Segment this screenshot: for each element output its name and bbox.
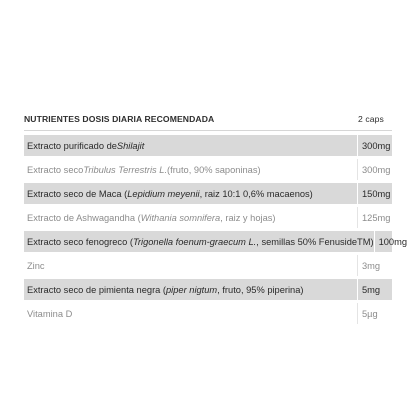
table-row bbox=[24, 303, 392, 324]
nutrient-dose: 3mg bbox=[362, 260, 381, 271]
table-row bbox=[24, 207, 392, 228]
dose-column-header: 2 caps bbox=[358, 114, 384, 124]
table-row bbox=[24, 135, 392, 156]
nutrient-dose: 300mg bbox=[362, 164, 391, 175]
nutrient-name: Zinc bbox=[24, 255, 358, 276]
nutrient-name: Extracto seco fenogreco ( Trigonella foenum-graecum L. , semillas 50% FenusideTM) bbox=[24, 231, 375, 252]
table-row bbox=[24, 159, 392, 180]
nutrient-dose: 300mg bbox=[362, 140, 391, 151]
nutrient-name: Extracto de Ashwagandha ( Withania somnifera , raiz y hojas) bbox=[24, 207, 358, 228]
table-row bbox=[24, 279, 392, 300]
nutrient-dose: 5mg bbox=[362, 284, 381, 295]
nutrient-name: Extracto purificado de Shilajit bbox=[24, 135, 358, 156]
nutrient-dose: 100mg bbox=[378, 236, 408, 247]
nutrient-name: Vitamina D bbox=[24, 303, 358, 324]
table-header bbox=[24, 108, 392, 131]
table-row bbox=[24, 183, 392, 204]
table-row bbox=[24, 255, 392, 276]
nutrient-dose: 5µg bbox=[362, 308, 378, 319]
table-row bbox=[24, 231, 408, 252]
nutrient-name: Extracto seco de pimienta negra ( piper nigtum , fruto, 95% piperina) bbox=[24, 279, 358, 300]
nutrition-table bbox=[24, 108, 408, 327]
nutrient-dose: 150mg bbox=[362, 188, 391, 199]
nutrients-column-header: NUTRIENTES DOSIS DIARIA RECOMENDADA bbox=[24, 114, 215, 124]
nutrient-dose: 125mg bbox=[362, 212, 391, 223]
nutrient-name: Extracto seco Tribulus Terrestris L. (fruto, 90% saponinas) bbox=[24, 159, 358, 180]
nutrient-name: Extracto seco de Maca ( Lepidium meyenii , raiz 10:1 0,6% macaenos) bbox=[24, 183, 358, 204]
